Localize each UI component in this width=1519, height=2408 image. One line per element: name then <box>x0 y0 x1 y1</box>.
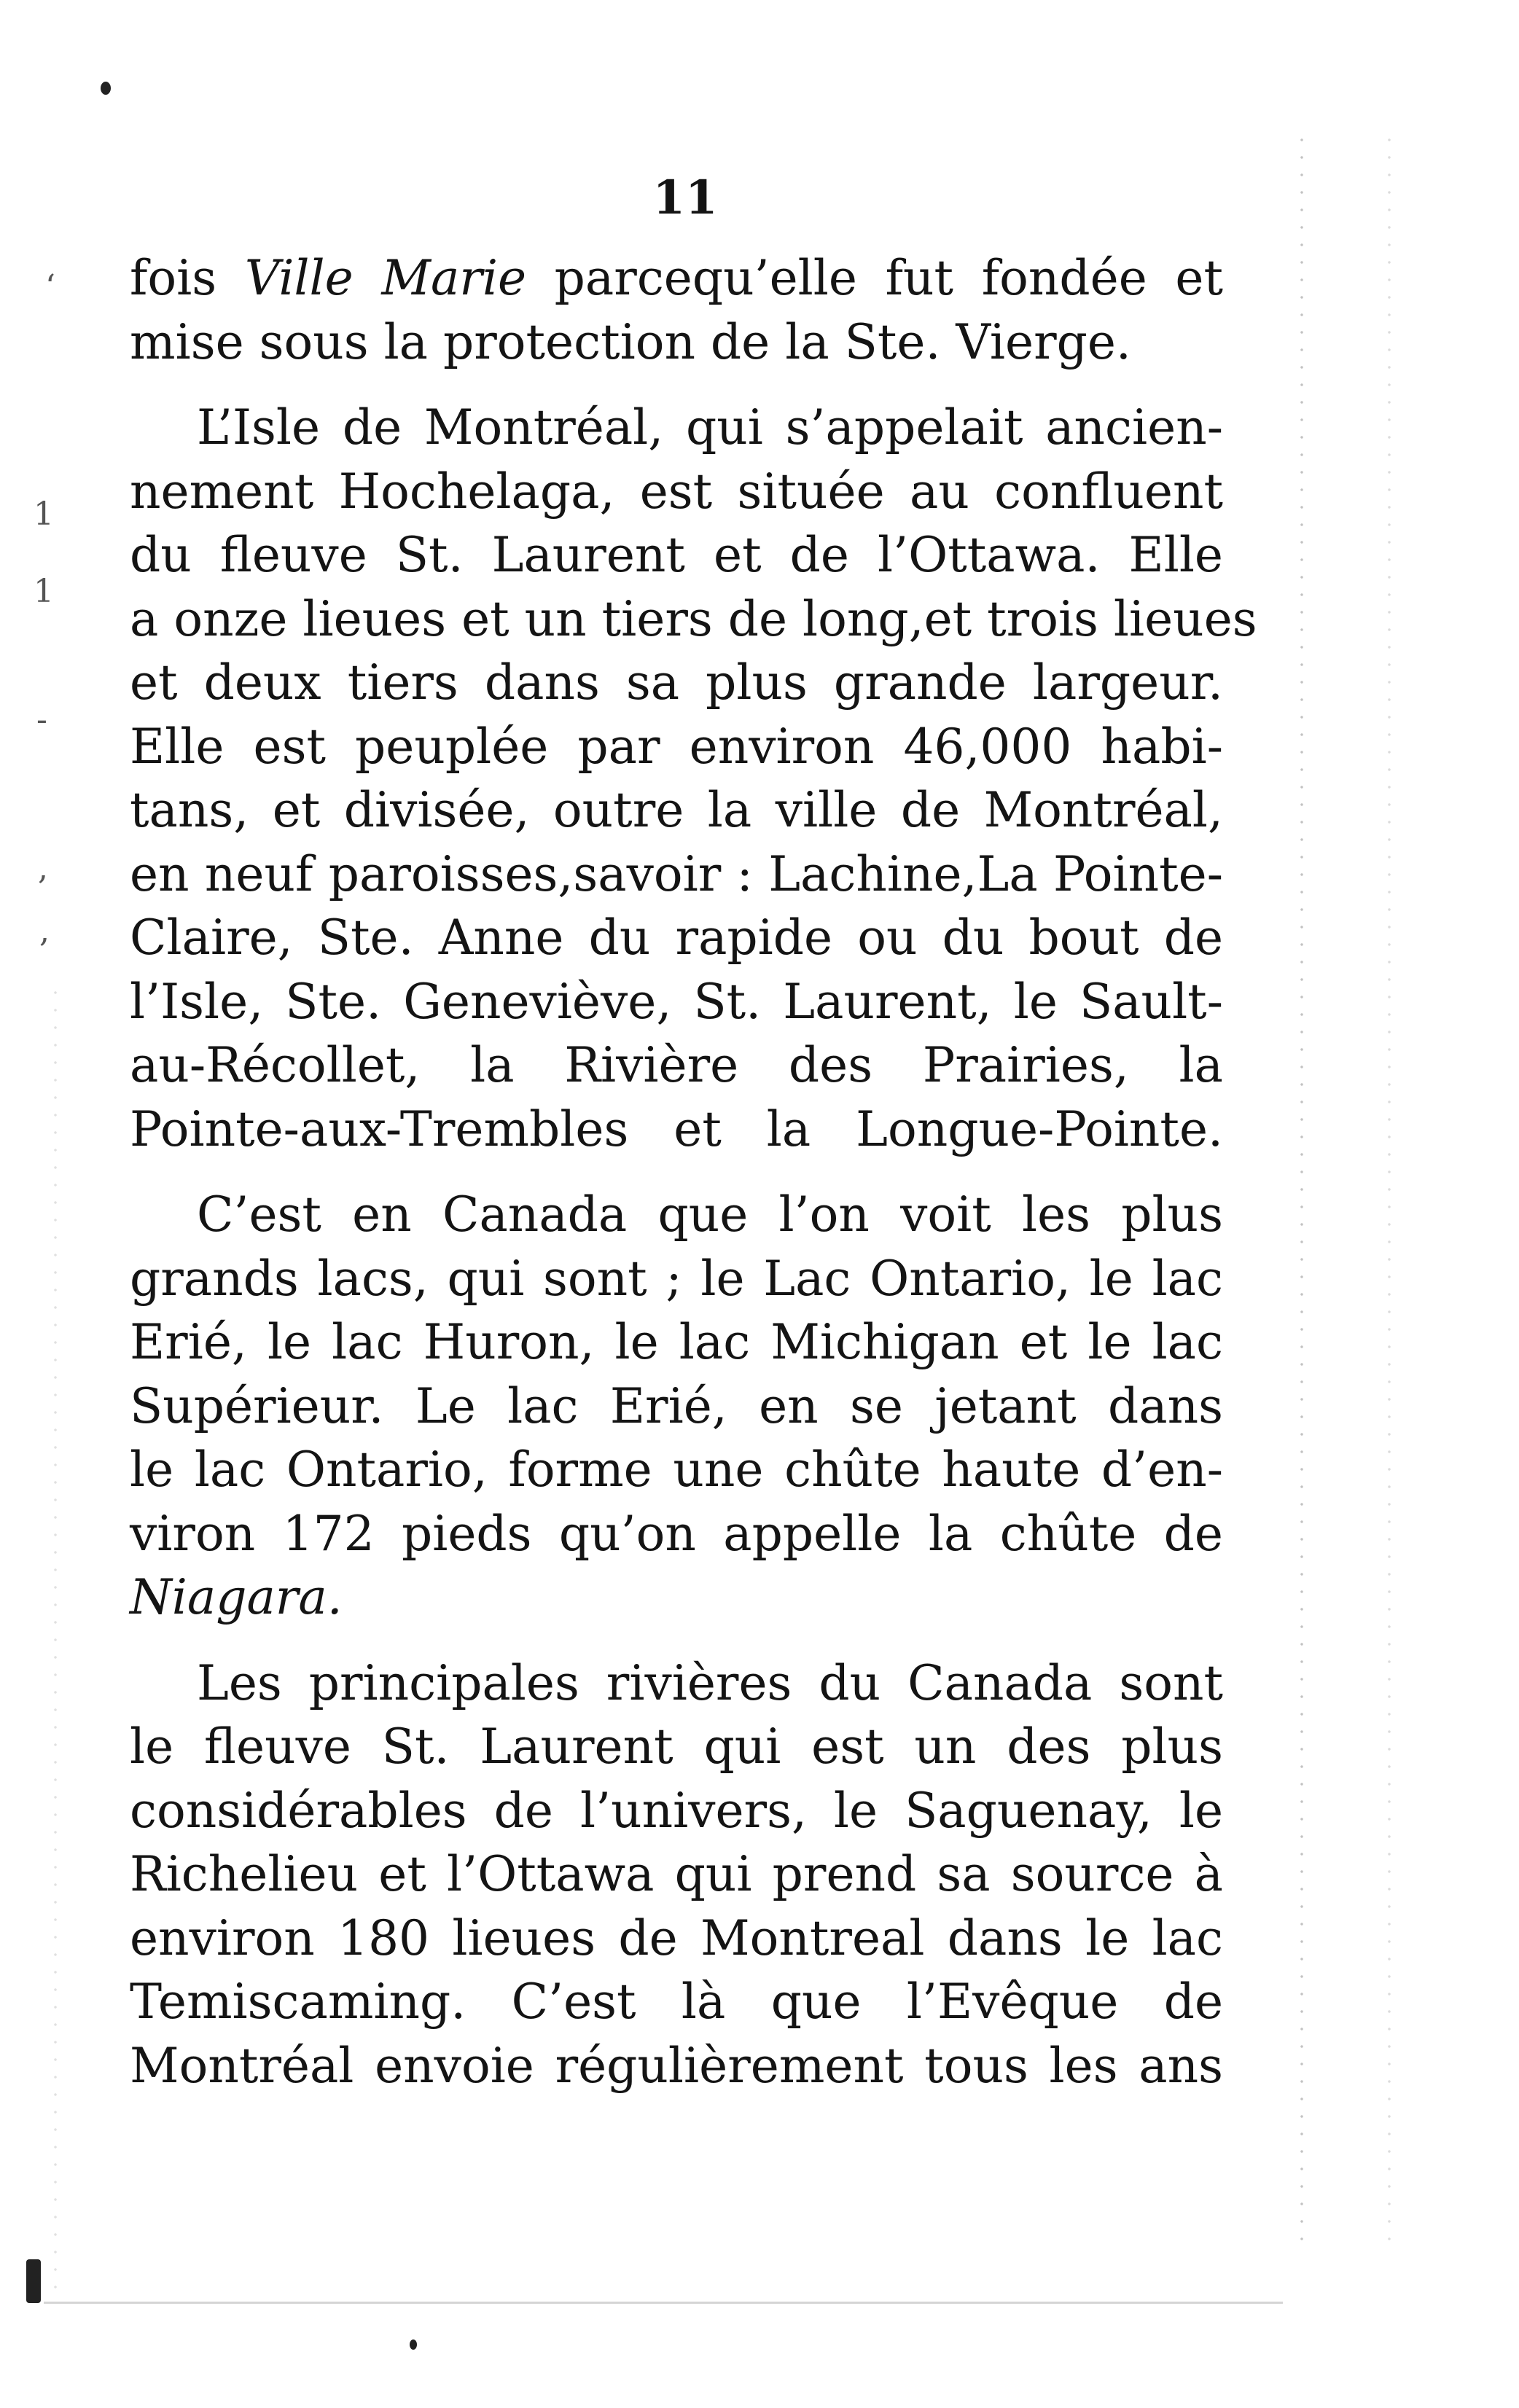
text-line: mise sous la protection de la Ste. Vierge. <box>130 313 1131 370</box>
edge-noise <box>51 984 60 2296</box>
text-line: fois Ville Marie parcequ’elle fut fondée et <box>130 250 1223 306</box>
text-line: Pointe-aux-Trembles et la Longue-Pointe. <box>130 1101 1223 1157</box>
text-line: Montréal envoie régulièrement tous les ans <box>130 2037 1223 2094</box>
ink-speck <box>410 2339 417 2350</box>
margin-mark: , <box>38 850 48 887</box>
text-line: tans, et divisée, outre la ville de Montréal, <box>130 782 1223 838</box>
text-line: Niagara. <box>130 1569 343 1625</box>
text-line: Richelieu et l’Ottawa qui prend sa source à <box>130 1846 1223 1902</box>
margin-mark: 1 <box>34 496 54 533</box>
text-line: et deux tiers dans sa plus grande largeur. <box>130 654 1223 711</box>
ink-speck <box>101 82 111 95</box>
margin-mark: ‘ <box>45 268 55 305</box>
text-line: Erié, le lac Huron, le lac Michigan et le lac <box>130 1314 1223 1370</box>
text-line: a onze lieues et un tiers de long,et trois lieues <box>130 590 1257 647</box>
text-line: Claire, Ste. Anne du rapide ou du bout de <box>130 910 1223 966</box>
paragraph-start-line: C’est en Canada que l’on voit les plus <box>197 1187 1223 1243</box>
text-line: en neuf paroisses,savoir : Lachine,La Pointe- <box>130 845 1223 902</box>
text-line: le lac Ontario, forme une chûte haute d’en- <box>130 1442 1223 1498</box>
bottom-rule <box>44 2302 1283 2304</box>
text-line: du fleuve St. Laurent et de l’Ottawa. Elle <box>130 527 1223 583</box>
margin-mark: - <box>36 701 47 738</box>
text-line: le fleuve St. Laurent qui est un des plus <box>130 1719 1223 1775</box>
edge-noise <box>1297 131 1306 2245</box>
text-line: environ 180 lieues de Montreal dans le lac <box>130 1909 1223 1966</box>
text-line: Temiscaming. C’est là que l’Evêque de <box>130 1974 1223 2030</box>
text-line: viron 172 pieds qu’on appelle la chûte de <box>130 1505 1223 1562</box>
text-line: Elle est peuplée par environ 46,000 habi- <box>130 718 1223 775</box>
edge-noise <box>1385 131 1394 2245</box>
page-number: 11 <box>652 171 718 225</box>
text-line: Supérieur. Le lac Erié, en se jetant dans <box>130 1377 1223 1434</box>
text-line: considérables de l’univers, le Saguenay, le <box>130 1782 1223 1839</box>
paragraph-start-line: Les principales rivières du Canada sont <box>197 1654 1223 1711</box>
margin-mark: , <box>39 912 50 950</box>
text-line: nement Hochelaga, est située au confluent <box>130 463 1223 520</box>
text-line: grands lacs, qui sont ; le Lac Ontario, le lac <box>130 1250 1223 1307</box>
text-line: l’Isle, Ste. Geneviève, St. Laurent, le Sault- <box>130 973 1223 1030</box>
paragraph-start-line: L’Isle de Montréal, qui s’appelait ancien- <box>197 399 1223 456</box>
ink-speck <box>26 2259 41 2303</box>
text-line: au-Récollet, la Rivière des Prairies, la <box>130 1037 1223 1093</box>
margin-mark: 1 <box>34 573 54 610</box>
body-text <box>130 246 1257 2098</box>
